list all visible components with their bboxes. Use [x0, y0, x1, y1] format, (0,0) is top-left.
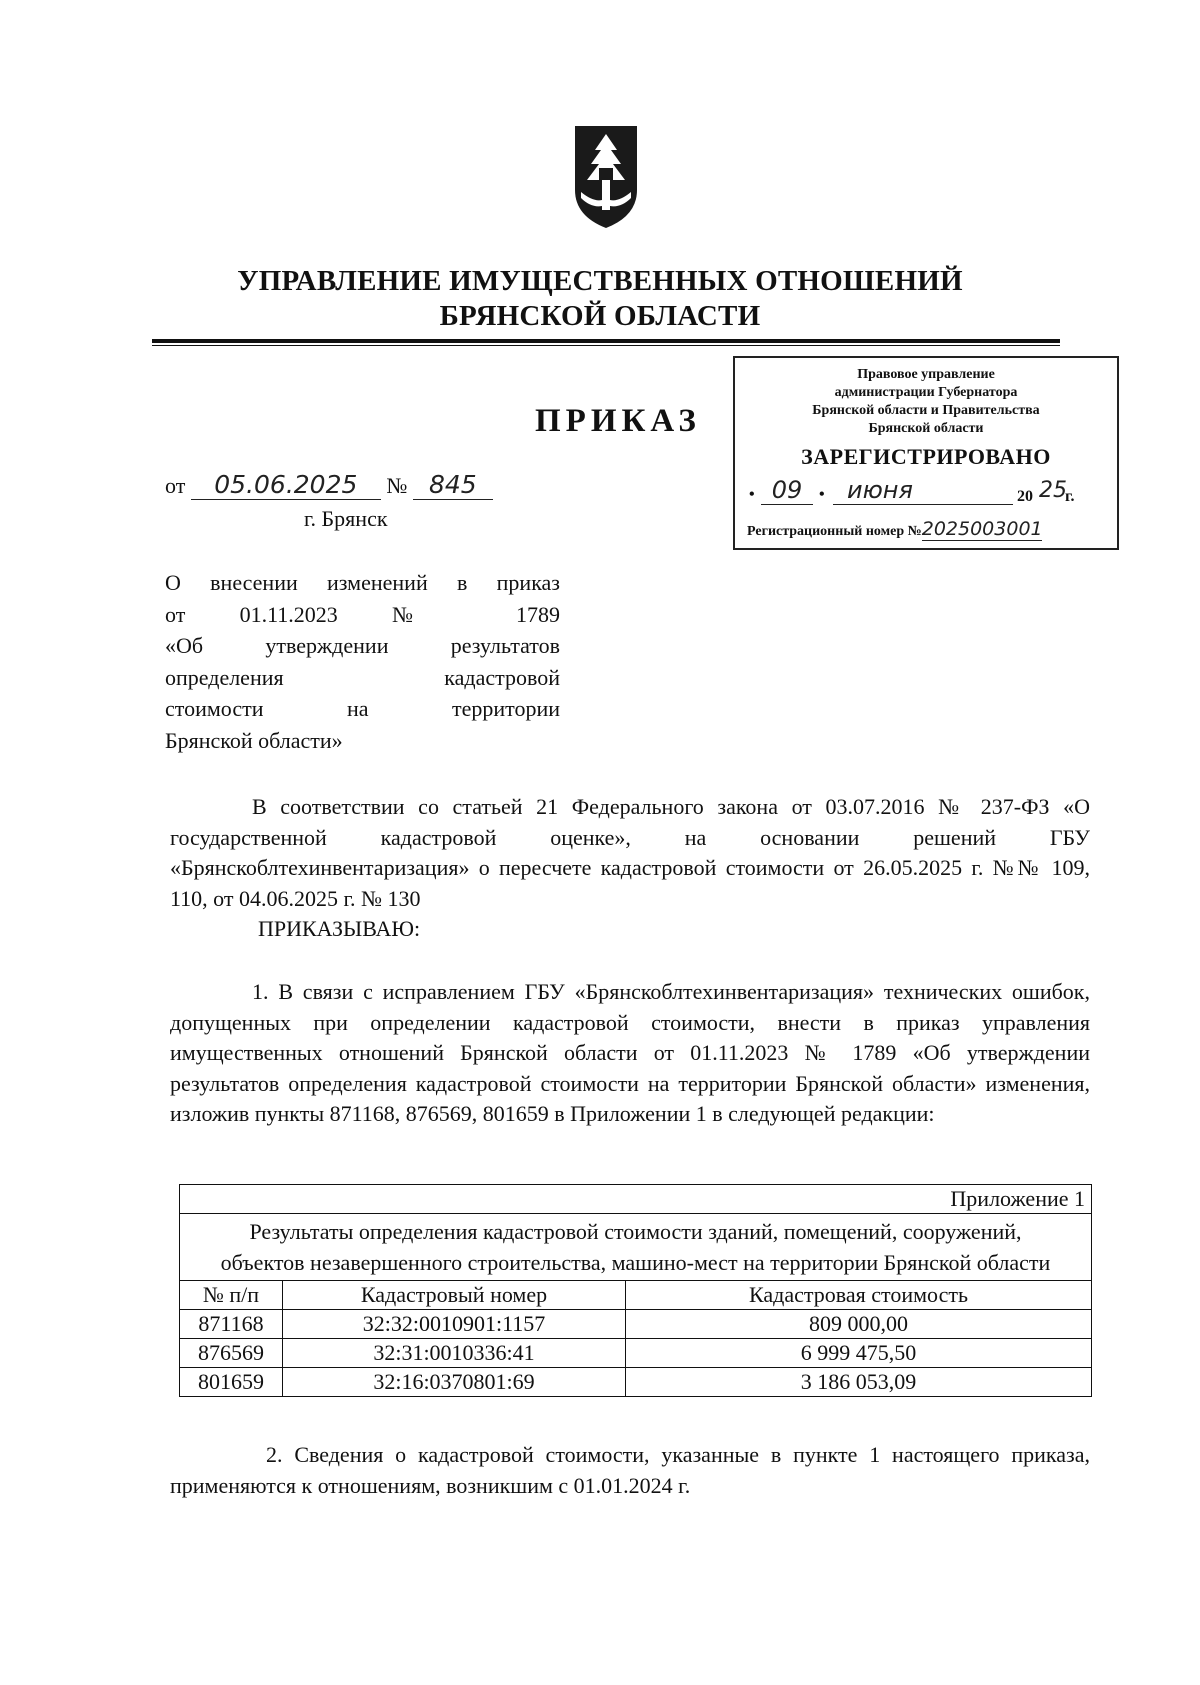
table-cell: 32:16:0370801:69 [283, 1368, 626, 1397]
order-date: 05.06.2025 [191, 470, 381, 500]
stamp-reg-number: 2025003001 [921, 518, 1043, 540]
coat-of-arms-emblem [571, 124, 641, 230]
stamp-registered: ЗАРЕГИСТРИРОВАНО [801, 444, 1051, 469]
stamp-date-line: • 09 • июня 20 25 г. [749, 476, 1075, 505]
stamp-year-suffix: 25 [1039, 478, 1067, 503]
subject-line: Брянской области» [165, 727, 343, 753]
table-header-row [180, 1281, 1092, 1310]
stamp-number-line [747, 518, 1042, 541]
table-cell: 32:32:0010901:1157 [283, 1310, 626, 1339]
subject-line: от 01.11.2023 № 1789 [165, 601, 560, 627]
stamp-day: 09 [761, 476, 813, 505]
subject-line: стоимости на территории [165, 696, 560, 721]
command-word: ПРИКАЗЫВАЮ: [258, 916, 421, 941]
header-rule-thick [152, 339, 1060, 343]
from-label: от [165, 473, 186, 498]
order-subject [165, 567, 560, 756]
table-row [180, 1368, 1092, 1397]
stamp-year-unit: г. [1065, 488, 1075, 505]
table-cell: 32:31:0010336:41 [283, 1339, 626, 1368]
subject-line: О внесении изменений в приказ [165, 570, 560, 595]
item-2-paragraph: 2. Сведения о кадастровой стоимости, указанные в пункте 1 настоящего приказа, применяются к отношениям, возникшим с 01.01.2024 г. [170, 1442, 1090, 1498]
subject-line: определения кадастровой [165, 664, 560, 690]
order-date-number-line [165, 470, 493, 500]
header-rule-thin [152, 345, 1060, 346]
table-row [180, 1310, 1092, 1339]
table-cell: 876569 [180, 1339, 283, 1368]
table-title: Результаты определения кадастровой стоимости зданий, помещений, сооружений, объектов незавершенного строительства, машино-мест на территории Брянской области [180, 1214, 1092, 1281]
table-row [180, 1339, 1092, 1368]
document-title: ПРИКАЗ [535, 403, 701, 439]
column-header: № п/п [180, 1281, 283, 1310]
table-cell: 801659 [180, 1368, 283, 1397]
stamp-month: июня [833, 476, 1013, 505]
item-1-paragraph: 1. В связи с исправлением ГБУ «Брянскоблтехинвентаризация» технических ошибок, допущенных при определении кадастровой стоимости, внести в приказ управления имущественных отношений Брянской области от 01.11.2023 № 1789 «Об утверждении результатов определения кадастровой стоимости на территории Брянской области» изменения, изложив пункты 871168, 876569, 801659 в Приложении 1 в следующей редакции: [170, 979, 1090, 1126]
stamp-reg-label: Регистрационный номер № [747, 524, 922, 539]
column-header: Кадастровый номер [283, 1281, 626, 1310]
organization-name-line1: УПРАВЛЕНИЕ ИМУЩЕСТВЕННЫХ ОТНОШЕНИЙ [237, 265, 963, 297]
preamble-paragraph: В соответствии со статьей 21 Федерального закона от 03.07.2016 № 237-ФЗ «О государственной кадастровой оценке», на основании решений ГБУ «Брянскоблтехинвентаризация» о пересчете кадастровой стоимости от 26.05.2025 г. №№ 109, 110, от 04.06.2025 г. № 130 [170, 794, 1090, 911]
table-cell: 3 186 053,09 [626, 1368, 1092, 1397]
table-cell: 871168 [180, 1310, 283, 1339]
subject-line: «Об утверждении результатов [165, 633, 560, 658]
order-number: 845 [413, 470, 493, 500]
stamp-year-prefix: 20 [1017, 488, 1033, 505]
stamp-line-4: Брянской области [868, 421, 984, 436]
table-cell: 809 000,00 [626, 1310, 1092, 1339]
stamp-line-2: администрации Губернатора [834, 385, 1018, 400]
appendix-label: Приложение 1 [180, 1185, 1092, 1214]
registration-stamp [733, 356, 1119, 550]
cadastral-value-table [179, 1184, 1092, 1397]
organization-name-line2: БРЯНСКОЙ ОБЛАСТИ [439, 300, 761, 332]
column-header: Кадастровая стоимость [626, 1281, 1092, 1310]
stamp-line-1: Правовое управление [857, 367, 995, 382]
number-label: № [386, 473, 408, 498]
stamp-line-3: Брянской области и Правительства [812, 403, 1040, 418]
table-cell: 6 999 475,50 [626, 1339, 1092, 1368]
order-city: г. Брянск [304, 506, 388, 531]
